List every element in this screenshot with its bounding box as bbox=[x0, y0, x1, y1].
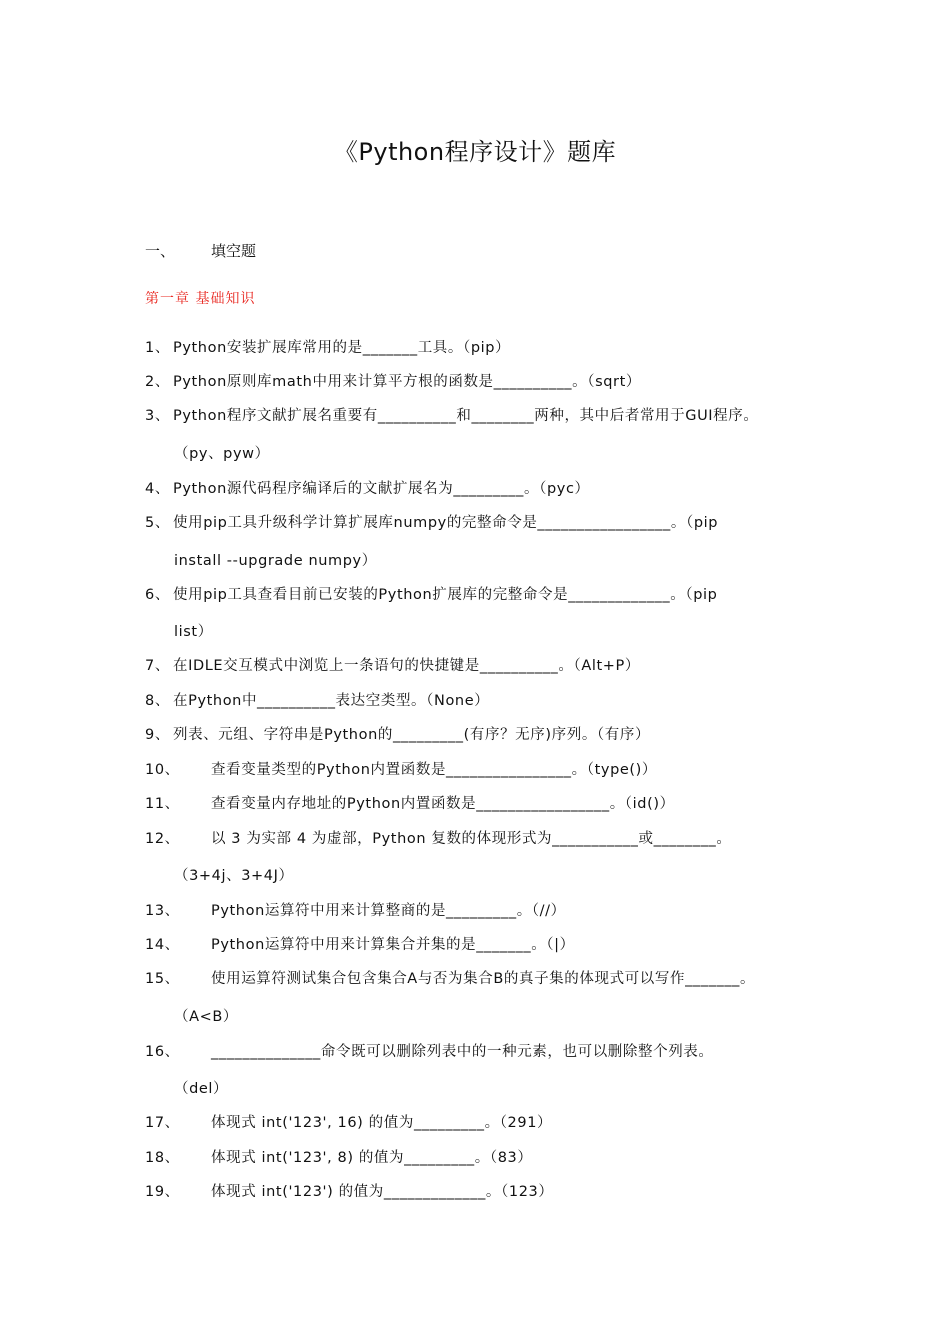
question-text: Python源代码程序编译后的文献扩展名为_________。（pyc） bbox=[173, 481, 590, 497]
question-text: 查看变量内存地址的Python内置函数是_________________。（id()） bbox=[211, 796, 675, 812]
question-text: 使用pip工具查看目前已安装的Python扩展库的完整命令是_____________。（pip bbox=[173, 587, 718, 603]
question-number: 8、 bbox=[145, 693, 170, 709]
question-12-answer: （3+4j、3+4J） bbox=[174, 868, 294, 884]
question-number: 14、 bbox=[145, 937, 180, 953]
question-7 bbox=[145, 654, 825, 675]
question-16-answer: （del） bbox=[174, 1081, 229, 1097]
question-10 bbox=[145, 758, 825, 779]
question-text: 列表、元组、字符串是Python的_________(有序？无序)序列。（有序） bbox=[173, 727, 651, 743]
question-number: 12、 bbox=[145, 831, 180, 847]
question-19 bbox=[145, 1180, 825, 1201]
question-number: 15、 bbox=[145, 971, 180, 987]
question-6 bbox=[145, 583, 825, 604]
question-text: 体现式 int('123', 8) 的值为_________。（83） bbox=[211, 1150, 533, 1166]
question-number: 7、 bbox=[145, 658, 170, 674]
question-15 bbox=[145, 967, 825, 988]
question-15-answer: （A<B） bbox=[174, 1009, 239, 1025]
question-number: 2、 bbox=[145, 374, 170, 390]
question-text: 使用运算符测试集合包含集合A与否为集合B的真子集的体现式可以写作_______。 bbox=[211, 971, 756, 987]
question-text: Python安装扩展库常用的是_______工具。（pip） bbox=[173, 340, 511, 356]
question-text: 以 3 为实部 4 为虚部，Python 复数的体现形式为___________或________。 bbox=[211, 831, 732, 847]
question-number: 16、 bbox=[145, 1044, 180, 1060]
question-number: 17、 bbox=[145, 1115, 180, 1131]
question-text: Python运算符中用来计算整商的是_________。（//） bbox=[211, 903, 566, 919]
question-18 bbox=[145, 1146, 825, 1167]
chapter-heading: 第一章 基础知识 bbox=[145, 291, 256, 307]
question-6-answer: list） bbox=[174, 624, 213, 640]
question-text: 在Python中__________表达空类型。（None） bbox=[173, 693, 490, 709]
question-number: 13、 bbox=[145, 903, 180, 919]
question-number: 11、 bbox=[145, 796, 180, 812]
question-8 bbox=[145, 689, 825, 710]
section-heading bbox=[145, 240, 256, 261]
question-number: 3、 bbox=[145, 408, 170, 424]
question-14 bbox=[145, 933, 825, 954]
question-text: 查看变量类型的Python内置函数是________________。（type()） bbox=[211, 762, 658, 778]
question-16 bbox=[145, 1040, 825, 1061]
question-17 bbox=[145, 1111, 825, 1132]
question-3 bbox=[145, 404, 825, 425]
question-number: 19、 bbox=[145, 1184, 180, 1200]
question-number: 1、 bbox=[145, 340, 170, 356]
question-5 bbox=[145, 511, 825, 532]
question-text: Python原则库math中用来计算平方根的函数是__________。（sqrt） bbox=[173, 374, 642, 390]
question-text: Python运算符中用来计算集合并集的是_______。（|） bbox=[211, 937, 575, 953]
question-number: 18、 bbox=[145, 1150, 180, 1166]
question-number: 9、 bbox=[145, 727, 170, 743]
question-11 bbox=[145, 792, 825, 813]
section-number: 一、 bbox=[145, 242, 176, 260]
question-9 bbox=[145, 723, 825, 744]
question-text: 在IDLE交互模式中浏览上一条语句的快捷键是__________。（Alt+P） bbox=[173, 658, 640, 674]
question-2 bbox=[145, 370, 825, 391]
question-text: 体现式 int('123') 的值为_____________。（123） bbox=[211, 1184, 554, 1200]
question-3-answer: （py、pyw） bbox=[174, 446, 270, 462]
question-text: 体现式 int('123', 16) 的值为_________。（291） bbox=[211, 1115, 553, 1131]
question-number: 6、 bbox=[145, 587, 170, 603]
question-number: 5、 bbox=[145, 515, 170, 531]
question-1 bbox=[145, 336, 825, 357]
question-text: Python程序文献扩展名重要有__________和________两种，其中后者常用于GUI程序。 bbox=[173, 408, 759, 424]
question-number: 10、 bbox=[145, 762, 180, 778]
section-label: 填空题 bbox=[211, 242, 257, 260]
question-5-answer: install --upgrade numpy） bbox=[174, 553, 377, 569]
question-number: 4、 bbox=[145, 481, 170, 497]
question-13 bbox=[145, 899, 825, 920]
document-title: 《Python程序设计》题库 bbox=[333, 138, 617, 166]
question-text: ______________命令既可以删除列表中的一种元素，也可以删除整个列表。 bbox=[211, 1044, 714, 1060]
question-4 bbox=[145, 477, 825, 498]
question-12 bbox=[145, 827, 825, 848]
question-text: 使用pip工具升级科学计算扩展库numpy的完整命令是_________________。（pip bbox=[173, 515, 719, 531]
